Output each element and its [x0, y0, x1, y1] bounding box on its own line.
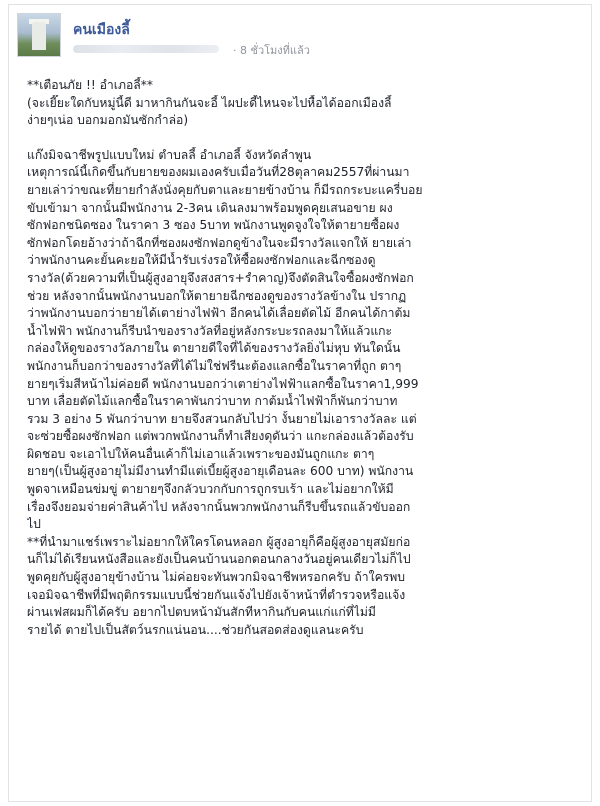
body-line: น้ำไฟฟ้า พนักงานก็รีบนำของรางวัลที่อยู่หลังกระบะรถลงมาให้แล้วแกะ: [27, 323, 393, 338]
body-line: ซักฟอกโดยอ้างว่าถ้าฉีกที่ซองผงซักฟอกดูข้างในจะมีรางวัลแจกให้ ยายเล่า: [27, 235, 412, 250]
intro-line: (จะเยี๊ยะใดกับหมู่นี้ดี มาหากินกันจะอี้ ไผปะดี้ไหนจะไปหื้อได้ออกเมืองลี้: [27, 95, 392, 110]
intro-line: ง่ายๆเน่อ บอกมอกมันซักกำล่อ): [27, 113, 189, 128]
body-line: ช่วย หลังจากนั้นพนักงานบอกให้ตายายฉีกซองดูของรางวัลข้างใน ปรากฏ: [27, 288, 407, 303]
heading-line: **เตือนภัย !! อำเภอลี้**: [27, 78, 153, 92]
footer-line: ผ่านเฟสผมก็ได้ครับ อยากไปตบหน้ามันสักทีหากินกับคนแก่แก่ที่ไม่มี: [27, 605, 376, 620]
body-line: เรื่องจึงยอมจ่ายค่าสินค้าไป หลังจากนั้นพวกพนักงานก็รีบขึ้นรถแล้วขับออก: [27, 499, 411, 514]
post-body: [27, 77, 593, 639]
post-timestamp[interactable]: · 8 ชั่วโมงที่แล้ว: [233, 44, 310, 57]
body-line: ว่าพนักงานบอกว่ายายได้เตาย่างไฟฟ้า อีกคนได้เลื่อยตัดไม้ อีกคนได้กาต้ม: [27, 306, 411, 321]
body-line: ขับเข้ามา จากนั้นมีพนักงาน 2-3คน เดินลงมาพร้อมพูดคุยเสนอขาย ผง: [27, 200, 393, 215]
body-line: บาท เลื่อยตัดไม้แลกซื้อในราคาพันกว่าบาท กาต้มน้ำไฟฟ้าก็พันกว่าบาท: [27, 394, 398, 409]
post-card: [8, 4, 592, 802]
avatar[interactable]: [17, 13, 61, 57]
body-line: ยายๆ(เป็นผู้สูงอายุไม่มีงานทำมีแต่เบี้ยผู้สูงอายุเดือนละ 600 บาท) พนักงาน: [27, 464, 414, 479]
footer-paragraph: [27, 534, 593, 640]
footer-line: เจอมิจฉาชีพที่มีพฤติกรรมแบบนี้ช่วยกันแจ้งไปยังเจ้าหน้าที่ตำรวจหรือแจ้ง: [27, 587, 406, 602]
footer-line: รายได้ ตายไปเป็นสัตว์นรกแน่นอน....ช่วยกันสอดส่องดูแลนะครับ: [27, 622, 364, 637]
body-line: เหตุการณ์นี้เกิดขึ้นกับยายของผมเองครับเมื่อวันที่28ตุลาคม2557ที่ผ่านมา: [27, 165, 410, 180]
body-line: รางวัล(ด้วยความที่เป็นผู้สูงอายุจึงสงสาร+รำคาญ)จึงตัดสินใจซื้อผงซักฟอก: [27, 270, 414, 285]
body-line: พูดจาเหมือนข่มขู่ ตายายๆจึงกลัวบวกกับการถูกรบเร้า และไม่อยากให้มี: [27, 482, 394, 497]
body-line: รวม 3 อย่าง 5 พันกว่าบาท ยายจึงสวนกลับไปว่า งั้นยายไม่เอารางวัลละ แต่: [27, 411, 417, 426]
footer-line: **ที่นำมาแชร์เพราะไม่อยากให้ใครโดนหลอก ผู้สูงอายุก็คือผู้สูงอายุสมัยก่อ: [27, 534, 411, 549]
body-line: ยายๆเริ่มสีหน้าไม่ค่อยดี พนักงานบอกว่าเตาย่างไฟฟ้าแลกซื้อในราคา1,999: [27, 376, 419, 391]
body-line: จะซ่วยซื้อผงซักฟอก แต่พวกพนักงานก็ทำเสียงดุดันว่า แกะกล่องแล้วต้องรับ: [27, 429, 414, 444]
body-line: ว่าพนักงานคะยั้นคะยอให้มีน้ำรับเร่งรอให้ซื้อผงซักฟอกและฉีกซองดู: [27, 253, 376, 268]
body-line: ไป: [27, 517, 41, 532]
footer-line: นก็ไม่ได้เรียนหนังสือและยังเป็นคนบ้านนอกตอนกลางวันอยู่คนเดียวไม่ก็ไป: [27, 552, 411, 567]
post-heading: [27, 77, 593, 95]
footer-line: พูดคุยกับผู้สูงอายุข้างบ้าน ไม่ค่อยจะทันพวกมิจฉาชีพหรอกครับ ถ้าใครพบ: [27, 570, 406, 585]
body-line: ซักฟอกชนิดซอง ในราคา 3 ซอง 5บาท พนักงานพูดจูงใจให้ตายายซื้อผง: [27, 218, 400, 233]
body-line: กล่องให้ดูของรางวัลภายใน ตายายดีใจที่ได้ของรางวัลยิ่งไม่หุบ ทันใดนั้น: [27, 341, 401, 356]
body-paragraph: [27, 147, 593, 534]
body-line: ผิดชอบ จะเอาไปให้คนอื่นเค้าก็ไม่เอาแล้วเพราะของมันถูกแกะ ตาๆ: [27, 446, 375, 461]
avatar-pillar: [32, 22, 46, 50]
intro-paragraph: [27, 95, 593, 130]
body-line: ยายเล่าว่าขณะที่ยายกำลังนั่งคุยกับตาและยายข้างบ้าน ก็มีรถกระบะแครี่บอย: [27, 182, 423, 197]
body-line: พนักงานก็บอกว่าของรางวัลที่ได้ไม่ใช่ฟรีนะต้องแลกซื้อในราคาที่ถูก ตาๆ: [27, 358, 402, 373]
body-line: แก๊งมิจฉาชีพรูปแบบใหม่ ตำบลลี้ อำเภอลี้ จังหวัดลำพูน: [27, 147, 312, 162]
author-name[interactable]: คนเมืองลี้: [73, 22, 130, 38]
post-header: [17, 13, 577, 61]
post-meta: [73, 41, 373, 55]
blurred-text: [73, 45, 219, 53]
